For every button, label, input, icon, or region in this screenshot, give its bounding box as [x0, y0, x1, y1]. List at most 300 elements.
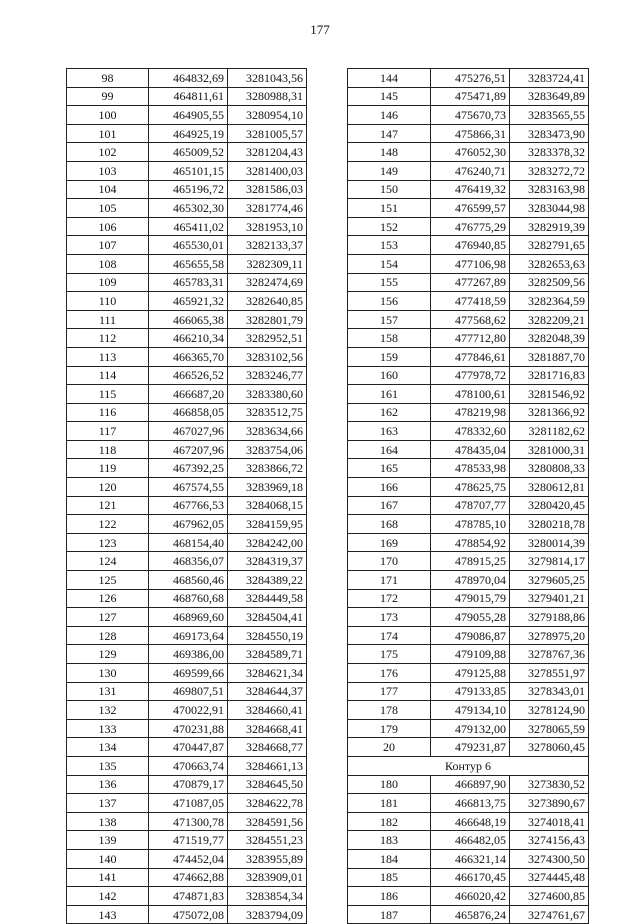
point-number-cell: 106 [67, 217, 149, 236]
y-coordinate-cell: 3284660,41 [228, 701, 307, 720]
x-coordinate-cell: 469386,00 [149, 645, 228, 664]
point-number-cell: 135 [67, 756, 149, 775]
y-coordinate-cell: 3283754,06 [228, 440, 307, 459]
y-coordinate-cell: 3278975,20 [510, 626, 589, 645]
table-row [67, 69, 307, 88]
point-number-cell: 156 [348, 292, 431, 311]
point-number-cell: 112 [67, 329, 149, 348]
y-coordinate-cell: 3283649,89 [510, 87, 589, 106]
point-number-cell: 151 [348, 199, 431, 218]
table-row [67, 254, 307, 273]
x-coordinate-cell: 465196,72 [149, 180, 228, 199]
x-coordinate-cell: 476419,32 [431, 180, 510, 199]
table-row [67, 329, 307, 348]
y-coordinate-cell: 3282364,59 [510, 292, 589, 311]
table-row [67, 87, 307, 106]
point-number-cell: 121 [67, 496, 149, 515]
x-coordinate-cell: 471087,05 [149, 794, 228, 813]
point-number-cell: 182 [348, 812, 431, 831]
x-coordinate-cell: 478219,98 [431, 403, 510, 422]
table-row [348, 273, 589, 292]
y-coordinate-cell: 3279605,25 [510, 571, 589, 590]
point-number-cell: 154 [348, 254, 431, 273]
table-row [348, 905, 589, 924]
y-coordinate-cell: 3284068,15 [228, 496, 307, 515]
point-number-cell: 113 [67, 347, 149, 366]
x-coordinate-cell: 465302,30 [149, 199, 228, 218]
point-number-cell: 180 [348, 775, 431, 794]
y-coordinate-cell: 3278060,45 [510, 738, 589, 757]
y-coordinate-cell: 3274445,48 [510, 868, 589, 887]
table-row [348, 794, 589, 813]
table-row [67, 347, 307, 366]
x-coordinate-cell: 466365,70 [149, 347, 228, 366]
page-number: 177 [310, 22, 330, 37]
point-number-cell: 145 [348, 87, 431, 106]
point-number-cell: 168 [348, 515, 431, 534]
y-coordinate-cell: 3284668,41 [228, 719, 307, 738]
x-coordinate-cell: 466210,34 [149, 329, 228, 348]
point-number-cell: 115 [67, 385, 149, 404]
point-number-cell: 128 [67, 626, 149, 645]
x-coordinate-cell: 466687,20 [149, 385, 228, 404]
table-row [67, 440, 307, 459]
y-coordinate-cell: 3282653,63 [510, 254, 589, 273]
x-coordinate-cell: 478100,61 [431, 385, 510, 404]
table-row [348, 645, 589, 664]
coordinates-table-left [66, 68, 307, 924]
y-coordinate-cell: 3282309,11 [228, 254, 307, 273]
table-row [348, 849, 589, 868]
y-coordinate-cell: 3280014,39 [510, 533, 589, 552]
point-number-cell: 139 [67, 831, 149, 850]
table-row [67, 124, 307, 143]
x-coordinate-cell: 465876,24 [431, 905, 510, 924]
y-coordinate-cell: 3283512,75 [228, 403, 307, 422]
table-row [348, 589, 589, 608]
y-coordinate-cell: 3281400,03 [228, 161, 307, 180]
point-number-cell: 132 [67, 701, 149, 720]
point-number-cell: 110 [67, 292, 149, 311]
y-coordinate-cell: 3284550,19 [228, 626, 307, 645]
table-row [67, 831, 307, 850]
point-number-cell: 102 [67, 143, 149, 162]
y-coordinate-cell: 3283969,18 [228, 478, 307, 497]
table-row [67, 366, 307, 385]
point-number-cell: 185 [348, 868, 431, 887]
y-coordinate-cell: 3280988,31 [228, 87, 307, 106]
point-number-cell: 152 [348, 217, 431, 236]
point-number-cell: 171 [348, 571, 431, 590]
x-coordinate-cell: 477568,62 [431, 310, 510, 329]
y-coordinate-cell: 3284449,58 [228, 589, 307, 608]
y-coordinate-cell: 3278124,90 [510, 701, 589, 720]
point-number-cell: 184 [348, 849, 431, 868]
x-coordinate-cell: 470231,88 [149, 719, 228, 738]
y-coordinate-cell: 3281005,57 [228, 124, 307, 143]
x-coordinate-cell: 465530,01 [149, 236, 228, 255]
x-coordinate-cell: 466813,75 [431, 794, 510, 813]
table-row [348, 533, 589, 552]
y-coordinate-cell: 3284319,37 [228, 552, 307, 571]
x-coordinate-cell: 479015,79 [431, 589, 510, 608]
y-coordinate-cell: 3282209,21 [510, 310, 589, 329]
x-coordinate-cell: 465009,52 [149, 143, 228, 162]
point-number-cell: 183 [348, 831, 431, 850]
x-coordinate-cell: 465783,31 [149, 273, 228, 292]
x-coordinate-cell: 464925,19 [149, 124, 228, 143]
point-number-cell: 187 [348, 905, 431, 924]
table-row [348, 478, 589, 497]
y-coordinate-cell: 3274018,41 [510, 812, 589, 831]
y-coordinate-cell: 3273890,67 [510, 794, 589, 813]
y-coordinate-cell: 3273830,52 [510, 775, 589, 794]
x-coordinate-cell: 479125,88 [431, 664, 510, 683]
point-number-cell: 181 [348, 794, 431, 813]
x-coordinate-cell: 471519,77 [149, 831, 228, 850]
x-coordinate-cell: 467962,05 [149, 515, 228, 534]
table-row [348, 217, 589, 236]
y-coordinate-cell: 3283634,66 [228, 422, 307, 441]
point-number-cell: 155 [348, 273, 431, 292]
x-coordinate-cell: 470663,74 [149, 756, 228, 775]
section-header-cell: Контур 6 [348, 756, 589, 775]
point-number-cell: 136 [67, 775, 149, 794]
point-number-cell: 178 [348, 701, 431, 720]
point-number-cell: 111 [67, 310, 149, 329]
x-coordinate-cell: 475471,89 [431, 87, 510, 106]
point-number-cell: 138 [67, 812, 149, 831]
y-coordinate-cell: 3281774,46 [228, 199, 307, 218]
y-coordinate-cell: 3274600,85 [510, 887, 589, 906]
point-number-cell: 120 [67, 478, 149, 497]
table-row [348, 459, 589, 478]
table-row [67, 849, 307, 868]
x-coordinate-cell: 468760,68 [149, 589, 228, 608]
table-row [348, 347, 589, 366]
point-number-cell: 161 [348, 385, 431, 404]
x-coordinate-cell: 466170,45 [431, 868, 510, 887]
x-coordinate-cell: 469599,66 [149, 664, 228, 683]
x-coordinate-cell: 464811,61 [149, 87, 228, 106]
x-coordinate-cell: 465921,32 [149, 292, 228, 311]
point-number-cell: 148 [348, 143, 431, 162]
y-coordinate-cell: 3282133,37 [228, 236, 307, 255]
table-row [67, 533, 307, 552]
table-row [67, 310, 307, 329]
table-row [348, 571, 589, 590]
point-number-cell: 127 [67, 608, 149, 627]
point-number-cell: 104 [67, 180, 149, 199]
y-coordinate-cell: 3284242,00 [228, 533, 307, 552]
point-number-cell: 169 [348, 533, 431, 552]
x-coordinate-cell: 478854,92 [431, 533, 510, 552]
point-number-cell: 103 [67, 161, 149, 180]
y-coordinate-cell: 3281953,10 [228, 217, 307, 236]
x-coordinate-cell: 464832,69 [149, 69, 228, 88]
x-coordinate-cell: 479086,87 [431, 626, 510, 645]
table-row [348, 552, 589, 571]
point-number-cell: 167 [348, 496, 431, 515]
x-coordinate-cell: 468154,40 [149, 533, 228, 552]
table-row [348, 422, 589, 441]
point-number-cell: 143 [67, 905, 149, 924]
point-number-cell: 125 [67, 571, 149, 590]
y-coordinate-cell: 3279814,17 [510, 552, 589, 571]
x-coordinate-cell: 466065,38 [149, 310, 228, 329]
point-number-cell: 140 [67, 849, 149, 868]
y-coordinate-cell: 3281043,56 [228, 69, 307, 88]
y-coordinate-cell: 3274156,43 [510, 831, 589, 850]
x-coordinate-cell: 475670,73 [431, 106, 510, 125]
y-coordinate-cell: 3281546,92 [510, 385, 589, 404]
point-number-cell: 179 [348, 719, 431, 738]
table-row [348, 440, 589, 459]
point-number-cell: 100 [67, 106, 149, 125]
table-row [67, 236, 307, 255]
x-coordinate-cell: 477978,72 [431, 366, 510, 385]
x-coordinate-cell: 464905,55 [149, 106, 228, 125]
point-number-cell: 166 [348, 478, 431, 497]
table-row [67, 496, 307, 515]
table-row [348, 87, 589, 106]
point-number-cell: 153 [348, 236, 431, 255]
y-coordinate-cell: 3281887,70 [510, 347, 589, 366]
table-row [67, 589, 307, 608]
table-row [348, 515, 589, 534]
y-coordinate-cell: 3283565,55 [510, 106, 589, 125]
y-coordinate-cell: 3284661,13 [228, 756, 307, 775]
point-number-cell: 119 [67, 459, 149, 478]
y-coordinate-cell: 3278551,97 [510, 664, 589, 683]
x-coordinate-cell: 468560,46 [149, 571, 228, 590]
x-coordinate-cell: 478915,25 [431, 552, 510, 571]
table-row [67, 273, 307, 292]
y-coordinate-cell: 3282801,79 [228, 310, 307, 329]
table-row [348, 775, 589, 794]
x-coordinate-cell: 467766,53 [149, 496, 228, 515]
table-row [67, 106, 307, 125]
point-number-cell: 117 [67, 422, 149, 441]
point-number-cell: 142 [67, 887, 149, 906]
point-number-cell: 176 [348, 664, 431, 683]
y-coordinate-cell: 3278343,01 [510, 682, 589, 701]
point-number-cell: 129 [67, 645, 149, 664]
x-coordinate-cell: 478970,04 [431, 571, 510, 590]
table-row [348, 385, 589, 404]
x-coordinate-cell: 469173,64 [149, 626, 228, 645]
point-number-cell: 186 [348, 887, 431, 906]
point-number-cell: 130 [67, 664, 149, 683]
x-coordinate-cell: 470447,87 [149, 738, 228, 757]
x-coordinate-cell: 469807,51 [149, 682, 228, 701]
point-number-cell: 124 [67, 552, 149, 571]
x-coordinate-cell: 466020,42 [431, 887, 510, 906]
y-coordinate-cell: 3283380,60 [228, 385, 307, 404]
y-coordinate-cell: 3284645,50 [228, 775, 307, 794]
table-row [67, 775, 307, 794]
y-coordinate-cell: 3283724,41 [510, 69, 589, 88]
y-coordinate-cell: 3280808,33 [510, 459, 589, 478]
table-row [348, 868, 589, 887]
point-number-cell: 105 [67, 199, 149, 218]
y-coordinate-cell: 3274761,67 [510, 905, 589, 924]
x-coordinate-cell: 466858,05 [149, 403, 228, 422]
y-coordinate-cell: 3278065,59 [510, 719, 589, 738]
y-coordinate-cell: 3283378,32 [510, 143, 589, 162]
coordinates-table-right [347, 68, 589, 924]
y-coordinate-cell: 3281586,03 [228, 180, 307, 199]
x-coordinate-cell: 477712,80 [431, 329, 510, 348]
point-number-cell: 122 [67, 515, 149, 534]
x-coordinate-cell: 477846,61 [431, 347, 510, 366]
table-row [348, 719, 589, 738]
table-row [348, 236, 589, 255]
table-row [67, 738, 307, 757]
y-coordinate-cell: 3281204,43 [228, 143, 307, 162]
x-coordinate-cell: 470022,91 [149, 701, 228, 720]
point-number-cell: 165 [348, 459, 431, 478]
x-coordinate-cell: 465655,58 [149, 254, 228, 273]
point-number-cell: 109 [67, 273, 149, 292]
point-number-cell: 99 [67, 87, 149, 106]
point-number-cell: 157 [348, 310, 431, 329]
point-number-cell: 150 [348, 180, 431, 199]
y-coordinate-cell: 3284504,41 [228, 608, 307, 627]
table-row [348, 664, 589, 683]
y-coordinate-cell: 3280612,81 [510, 478, 589, 497]
table-row [67, 180, 307, 199]
table-row [348, 143, 589, 162]
x-coordinate-cell: 465411,02 [149, 217, 228, 236]
y-coordinate-cell: 3284389,22 [228, 571, 307, 590]
y-coordinate-cell: 3282791,65 [510, 236, 589, 255]
table-row [67, 571, 307, 590]
x-coordinate-cell: 467574,55 [149, 478, 228, 497]
table-row [348, 124, 589, 143]
x-coordinate-cell: 479109,88 [431, 645, 510, 664]
point-number-cell: 164 [348, 440, 431, 459]
table-row [67, 682, 307, 701]
table-row [348, 180, 589, 199]
point-number-cell: 159 [348, 347, 431, 366]
point-number-cell: 131 [67, 682, 149, 701]
point-number-cell: 126 [67, 589, 149, 608]
y-coordinate-cell: 3281182,62 [510, 422, 589, 441]
x-coordinate-cell: 466897,90 [431, 775, 510, 794]
point-number-cell: 141 [67, 868, 149, 887]
x-coordinate-cell: 476940,85 [431, 236, 510, 255]
y-coordinate-cell: 3281366,92 [510, 403, 589, 422]
x-coordinate-cell: 479231,87 [431, 738, 510, 757]
x-coordinate-cell: 474662,88 [149, 868, 228, 887]
table-row [67, 756, 307, 775]
x-coordinate-cell: 478625,75 [431, 478, 510, 497]
x-coordinate-cell: 478435,04 [431, 440, 510, 459]
x-coordinate-cell: 465101,15 [149, 161, 228, 180]
y-coordinate-cell: 3283955,89 [228, 849, 307, 868]
x-coordinate-cell: 476775,29 [431, 217, 510, 236]
table-row [67, 385, 307, 404]
y-coordinate-cell: 3282509,56 [510, 273, 589, 292]
x-coordinate-cell: 466526,52 [149, 366, 228, 385]
table-row [348, 329, 589, 348]
table-row [348, 887, 589, 906]
table-row [67, 701, 307, 720]
y-coordinate-cell: 3279188,86 [510, 608, 589, 627]
table-row [67, 403, 307, 422]
table-row [67, 868, 307, 887]
table-row [348, 403, 589, 422]
x-coordinate-cell: 474871,83 [149, 887, 228, 906]
y-coordinate-cell: 3283102,56 [228, 347, 307, 366]
point-number-cell: 108 [67, 254, 149, 273]
table-row [348, 831, 589, 850]
point-number-cell: 123 [67, 533, 149, 552]
y-coordinate-cell: 3283473,90 [510, 124, 589, 143]
table-row [348, 366, 589, 385]
table-row [67, 645, 307, 664]
x-coordinate-cell: 467207,96 [149, 440, 228, 459]
x-coordinate-cell: 466482,05 [431, 831, 510, 850]
point-number-cell: 174 [348, 626, 431, 645]
table-row [67, 459, 307, 478]
x-coordinate-cell: 476240,71 [431, 161, 510, 180]
table-row [348, 292, 589, 311]
x-coordinate-cell: 477418,59 [431, 292, 510, 311]
x-coordinate-cell: 468356,07 [149, 552, 228, 571]
table-row [348, 310, 589, 329]
y-coordinate-cell: 3284621,34 [228, 664, 307, 683]
point-number-cell: 98 [67, 69, 149, 88]
x-coordinate-cell: 471300,78 [149, 812, 228, 831]
y-coordinate-cell: 3283272,72 [510, 161, 589, 180]
x-coordinate-cell: 476599,57 [431, 199, 510, 218]
table-row [348, 69, 589, 88]
table-row [348, 756, 589, 775]
y-coordinate-cell: 3274300,50 [510, 849, 589, 868]
table-row [67, 161, 307, 180]
point-number-cell: 175 [348, 645, 431, 664]
table-row [348, 812, 589, 831]
table-row [67, 292, 307, 311]
y-coordinate-cell: 3282474,69 [228, 273, 307, 292]
x-coordinate-cell: 467027,96 [149, 422, 228, 441]
y-coordinate-cell: 3282919,39 [510, 217, 589, 236]
x-coordinate-cell: 478533,98 [431, 459, 510, 478]
table-row [67, 217, 307, 236]
x-coordinate-cell: 475866,31 [431, 124, 510, 143]
x-coordinate-cell: 475072,08 [149, 905, 228, 924]
point-number-cell: 144 [348, 69, 431, 88]
table-row [67, 664, 307, 683]
x-coordinate-cell: 468969,60 [149, 608, 228, 627]
x-coordinate-cell: 479055,28 [431, 608, 510, 627]
point-number-cell: 170 [348, 552, 431, 571]
y-coordinate-cell: 3284622,78 [228, 794, 307, 813]
x-coordinate-cell: 477106,98 [431, 254, 510, 273]
point-number-cell: 173 [348, 608, 431, 627]
y-coordinate-cell: 3282048,39 [510, 329, 589, 348]
x-coordinate-cell: 479133,85 [431, 682, 510, 701]
point-number-cell: 114 [67, 366, 149, 385]
y-coordinate-cell: 3284644,37 [228, 682, 307, 701]
point-number-cell: 163 [348, 422, 431, 441]
table-row [67, 143, 307, 162]
x-coordinate-cell: 467392,25 [149, 459, 228, 478]
table-row [67, 422, 307, 441]
x-coordinate-cell: 474452,04 [149, 849, 228, 868]
